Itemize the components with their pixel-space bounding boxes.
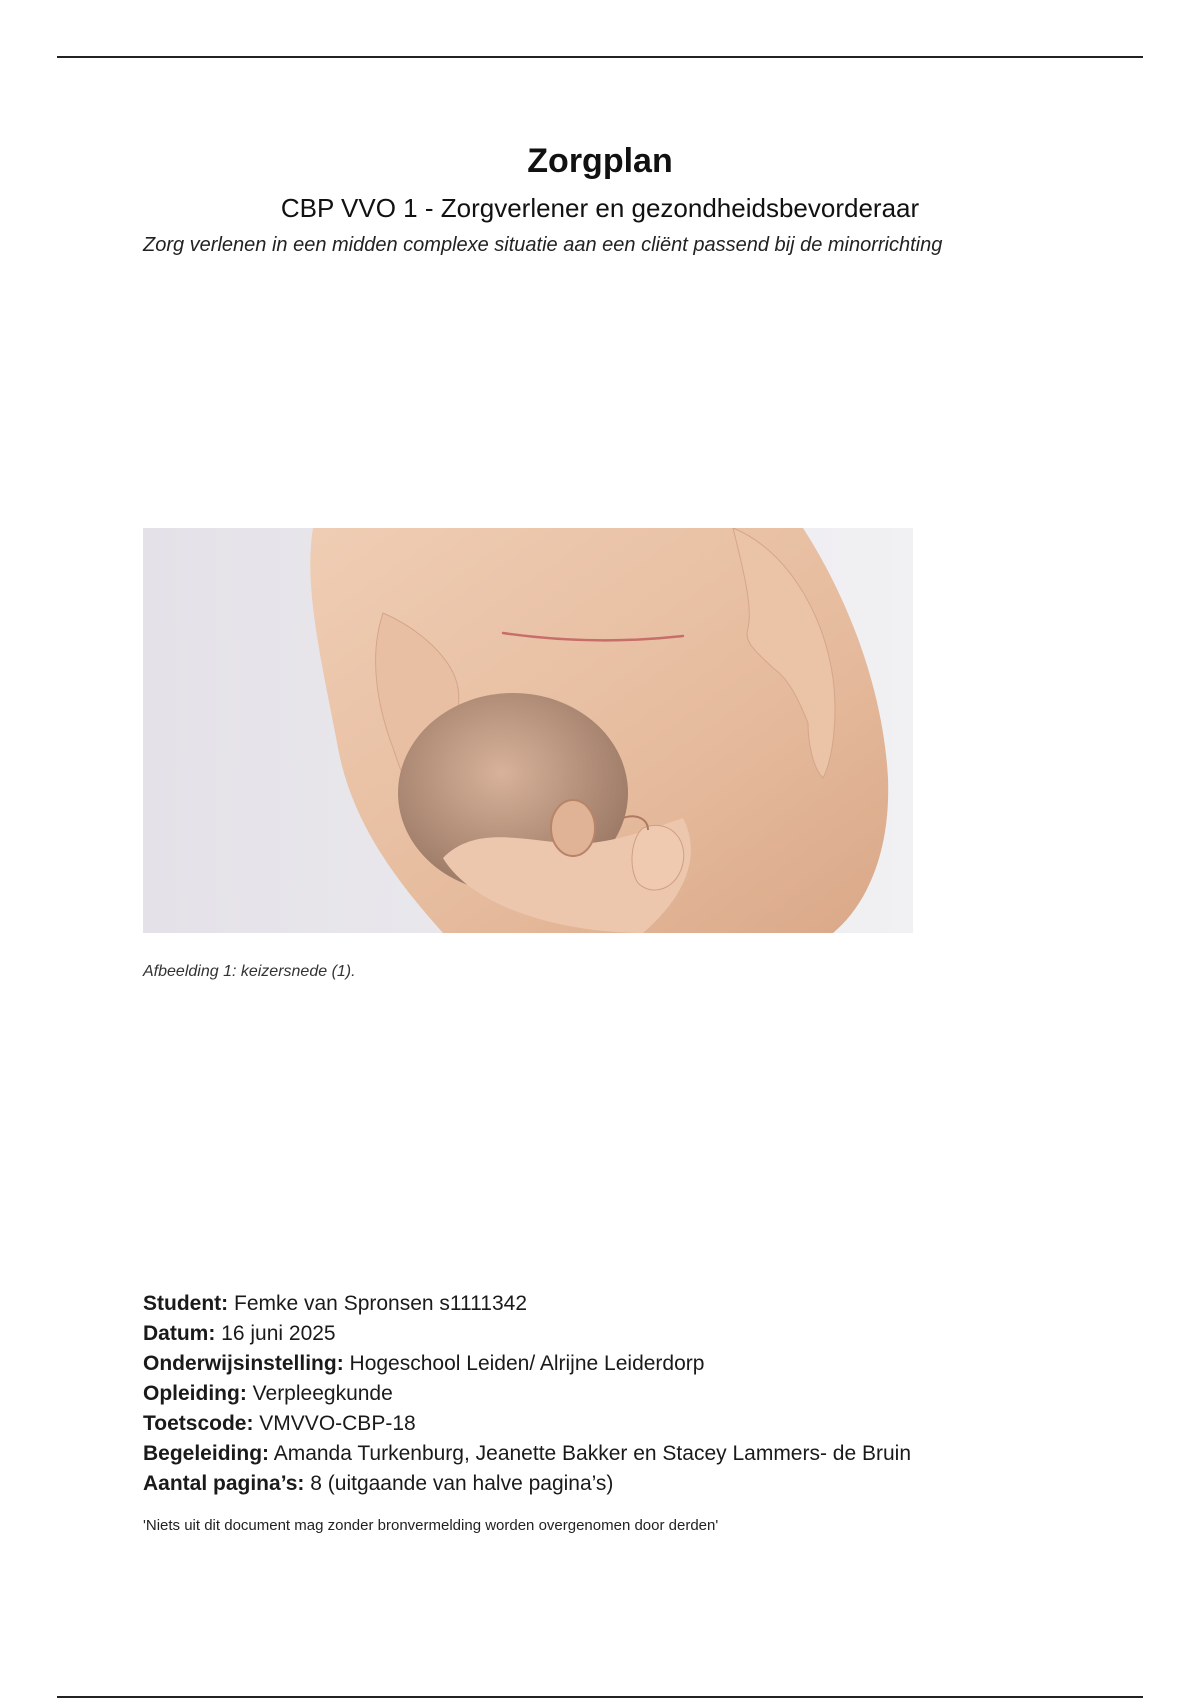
figure-caption: Afbeelding 1: keizersnede (1). — [143, 963, 356, 980]
meta-begeleiding — [143, 1439, 1143, 1469]
meta-instelling-label: Onderwijsinstelling: — [143, 1352, 344, 1375]
meta-student-label: Student: — [143, 1292, 229, 1315]
meta-toetscode-label: Toetscode: — [143, 1412, 254, 1435]
meta-paginas-value: 8 (uitgaande van halve pagina’s) — [304, 1472, 614, 1495]
meta-begeleiding-label: Begeleiding: — [143, 1442, 270, 1465]
meta-begeleiding-value: Amanda Turkenburg, Jeanette Bakker en Stacey Lammers- de Bruin — [269, 1442, 912, 1465]
document-meta — [143, 1289, 1143, 1499]
meta-toetscode — [143, 1409, 1143, 1439]
meta-student — [143, 1289, 1143, 1319]
header-rule — [57, 56, 1143, 58]
footer-rule — [57, 1696, 1143, 1698]
copyright-disclaimer: 'Niets uit dit document mag zonder bronvermelding worden overgenomen door derden' — [143, 1517, 719, 1534]
document-tagline: Zorg verlenen in een midden complexe situatie aan een cliënt passend bij de minorrichting — [143, 234, 943, 256]
document-title: Zorgplan — [527, 142, 673, 180]
meta-instelling-value: Hogeschool Leiden/ Alrijne Leiderdorp — [343, 1352, 705, 1375]
meta-instelling — [143, 1349, 1143, 1379]
meta-toetscode-value: VMVVO-CBP-18 — [253, 1412, 416, 1435]
document-subtitle: CBP VVO 1 - Zorgverlener en gezondheidsbevorderaar — [280, 193, 920, 223]
meta-opleiding — [143, 1379, 1143, 1409]
meta-student-value: Femke van Spronsen s1111342 — [228, 1292, 528, 1315]
meta-opleiding-label: Opleiding: — [143, 1382, 247, 1405]
meta-datum-value: 16 juni 2025 — [215, 1322, 336, 1345]
meta-paginas-label: Aantal pagina’s: — [143, 1472, 305, 1495]
meta-datum — [143, 1319, 1143, 1349]
meta-opleiding-value: Verpleegkunde — [246, 1382, 393, 1405]
meta-datum-label: Datum: — [143, 1322, 216, 1345]
meta-paginas — [143, 1469, 1143, 1499]
cover-photo-caesarean — [143, 528, 913, 933]
